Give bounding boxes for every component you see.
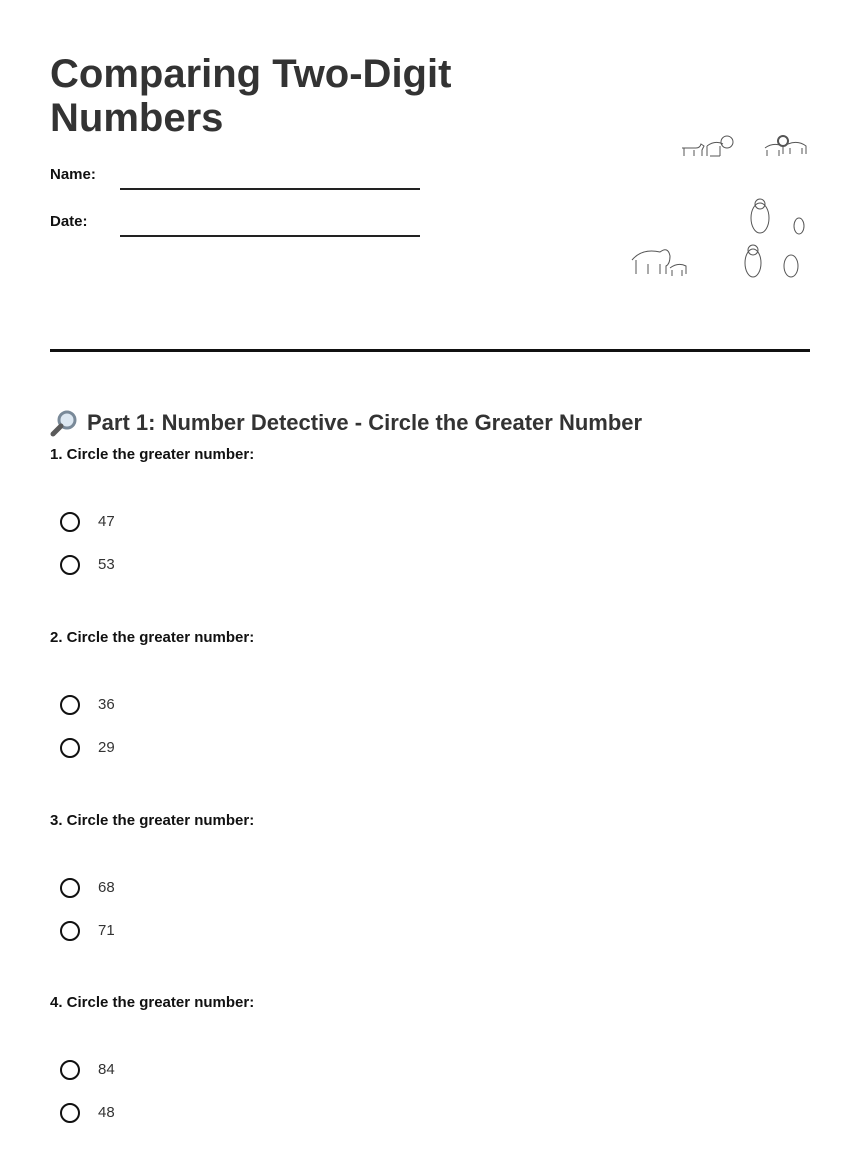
radio-circle[interactable] bbox=[60, 695, 80, 715]
worksheet-page bbox=[50, 0, 810, 1161]
elephant-sketch bbox=[632, 250, 686, 276]
penguin-sketch bbox=[745, 199, 810, 297]
answer-option[interactable] bbox=[60, 1060, 360, 1086]
question-prompt: 2. Circle the greater number: bbox=[50, 629, 255, 646]
question-2 bbox=[50, 629, 750, 789]
answer-option[interactable] bbox=[60, 738, 360, 764]
option-label: 29 bbox=[98, 739, 115, 756]
date-label: Date: bbox=[50, 213, 88, 230]
header-divider bbox=[50, 349, 810, 352]
answer-option[interactable] bbox=[60, 921, 360, 947]
question-prompt: 1. Circle the greater number: bbox=[50, 446, 255, 463]
worksheet-title: Comparing Two-Digit Numbers bbox=[50, 52, 452, 140]
radio-circle[interactable] bbox=[60, 1103, 80, 1123]
option-label: 71 bbox=[98, 922, 115, 939]
date-field[interactable] bbox=[50, 213, 430, 239]
answer-option[interactable] bbox=[60, 878, 360, 904]
radio-circle[interactable] bbox=[60, 1060, 80, 1080]
magnifying-glass-icon bbox=[50, 408, 80, 438]
question-prompt: 4. Circle the greater number: bbox=[50, 994, 255, 1011]
lion-sketch bbox=[707, 136, 733, 156]
radio-circle[interactable] bbox=[60, 555, 80, 575]
option-label: 48 bbox=[98, 1104, 115, 1121]
option-label: 47 bbox=[98, 513, 115, 530]
radio-circle[interactable] bbox=[60, 512, 80, 532]
answer-option[interactable] bbox=[60, 695, 360, 721]
radio-circle[interactable] bbox=[60, 878, 80, 898]
option-label: 84 bbox=[98, 1061, 115, 1078]
answer-option[interactable] bbox=[60, 512, 360, 538]
date-line[interactable] bbox=[120, 235, 420, 237]
question-3 bbox=[50, 812, 750, 972]
radio-circle[interactable] bbox=[60, 738, 80, 758]
question-1 bbox=[50, 446, 750, 606]
answer-option[interactable] bbox=[60, 555, 360, 581]
option-label: 36 bbox=[98, 696, 115, 713]
option-label: 68 bbox=[98, 879, 115, 896]
option-label: 53 bbox=[98, 556, 115, 573]
section-heading bbox=[50, 406, 642, 440]
question-prompt: 3. Circle the greater number: bbox=[50, 812, 255, 829]
dog-sketch bbox=[682, 144, 704, 156]
name-label: Name: bbox=[50, 166, 96, 183]
radio-circle[interactable] bbox=[60, 921, 80, 941]
animal-illustration bbox=[570, 120, 810, 310]
question-4 bbox=[50, 994, 750, 1154]
name-line[interactable] bbox=[120, 188, 420, 190]
name-field[interactable] bbox=[50, 166, 430, 192]
section-heading-text: Part 1: Number Detective - Circle the Greater Number bbox=[87, 410, 643, 436]
herd-sketch bbox=[765, 136, 810, 156]
answer-option[interactable] bbox=[60, 1103, 360, 1129]
